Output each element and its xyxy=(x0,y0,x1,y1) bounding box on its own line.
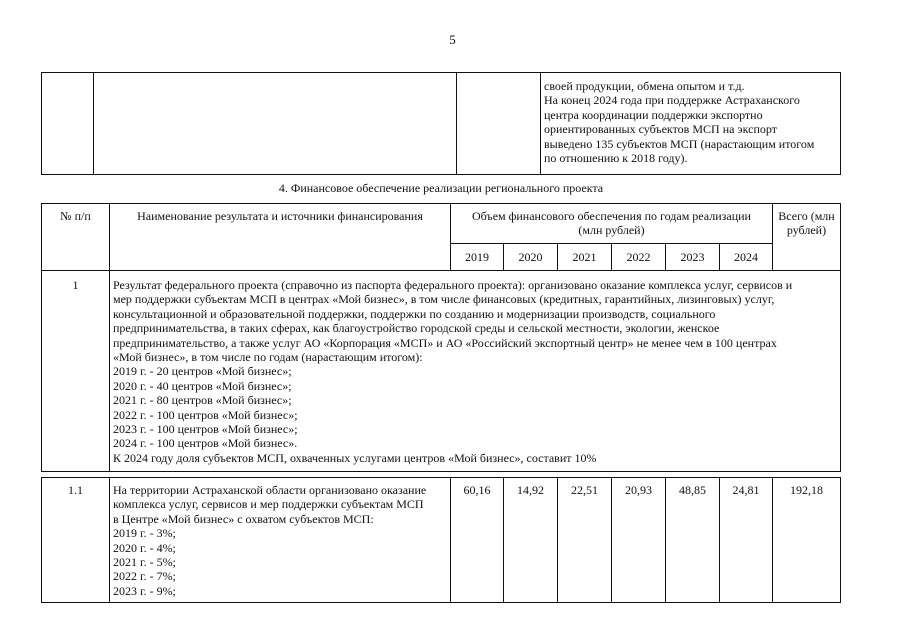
row11-value-2020: 14,92 xyxy=(517,483,544,497)
header-volume-line1: Объем финансового обеспечения по годам реализации xyxy=(472,209,751,223)
text-line: На территории Астраханской области организовано оказание xyxy=(113,483,427,497)
header-year-2023: 2023 xyxy=(680,250,705,264)
continuation-text xyxy=(544,79,838,165)
row1-num: 1 xyxy=(72,278,79,292)
header-total-line1: Всего (млн xyxy=(778,209,835,223)
text-line: мер поддержки субъектам МСП в центрах «Мой бизнес», в том числе финансовых (кредитных, гарантийных, лизинговых) услуг, xyxy=(113,292,775,307)
row11-value-2019: 60,16 xyxy=(463,483,491,497)
text-line: 2021 г. - 5%; xyxy=(113,555,176,570)
row11-text xyxy=(113,483,447,598)
header-year-2020: 2020 xyxy=(518,250,543,264)
header-year-2019: 2019 xyxy=(465,250,489,264)
text-line: своей продукции, обмена опытом и т.д. xyxy=(544,79,745,93)
header-volume-line2: (млн рублей) xyxy=(578,223,645,238)
text-line: предпринимательство, а также услуг АО «Корпорация «МСП» и АО «Российский экспортный центр» не менее чем в 100 центрах xyxy=(113,335,777,350)
header-year-2021: 2021 xyxy=(572,250,597,264)
text-line: Результат федерального проекта (справочно из паспорта федерального проекта): организовано оказание комплекса услуг, сервисов и xyxy=(113,278,793,292)
header-year-2022: 2022 xyxy=(626,250,651,264)
text-line: 2020 г. - 40 центров «Мой бизнес»; xyxy=(113,378,292,393)
row11-value-2022: 20,93 xyxy=(625,483,652,497)
text-line: по отношению к 2018 году). xyxy=(544,151,688,166)
header-num: № п/п xyxy=(60,209,91,223)
header-volume xyxy=(451,209,772,238)
text-line: 2022 г. - 100 центров «Мой бизнес»; xyxy=(113,407,298,422)
text-line: ориентированных субъектов МСП на экспорт xyxy=(544,122,777,137)
row11-total: 192,18 xyxy=(790,483,823,497)
text-line: предпринимательства, в таких сферах, как благоустройство городской среды и сельской местности, экологии, женское xyxy=(113,321,720,336)
row11-num: 1.1 xyxy=(68,483,83,497)
text-line: 2021 г. - 80 центров «Мой бизнес»; xyxy=(113,393,292,408)
text-line: 2022 г. - 7%; xyxy=(113,569,176,584)
text-line: 2023 г. - 9%; xyxy=(113,583,176,598)
header-year-2024: 2024 xyxy=(734,250,758,264)
row11-value-2024: 24,81 xyxy=(732,483,760,497)
text-line: 2024 г. - 100 центров «Мой бизнес». xyxy=(113,436,298,451)
section-title: 4. Финансовое обеспечение реализации регионального проекта xyxy=(278,181,604,195)
header-total-line2: рублей) xyxy=(786,223,827,238)
text-line: комплекса услуг, сервисов и мер поддержки субъектам МСП xyxy=(113,497,424,512)
text-line: 2019 г. - 3%; xyxy=(113,526,176,541)
text-line: 2020 г. - 4%; xyxy=(113,540,176,555)
row11-value-2023: 48,85 xyxy=(679,483,706,497)
text-line: 2023 г. - 100 центров «Мой бизнес»; xyxy=(113,422,298,437)
text-line: в Центре «Мой бизнес» с охватом субъектов МСП: xyxy=(113,511,374,526)
text-line: консультационной и образовательной поддержки, поддержки по созданию и модернизации производств, социального xyxy=(113,306,716,321)
header-total xyxy=(773,209,840,238)
text-line: На конец 2024 года при поддержке Астраханского xyxy=(544,93,800,108)
text-line: центра координации поддержки экспортно xyxy=(544,107,763,122)
text-line: выведено 135 субъектов МСП (нарастающим итогом xyxy=(544,136,815,151)
page-number: 5 xyxy=(449,32,456,47)
header-name: Наименование результата и источники финансирования xyxy=(137,209,423,223)
text-line: К 2024 году доля субъектов МСП, охваченных услугами центров «Мой бизнес», составит 10% xyxy=(113,450,597,465)
row11-value-2021: 22,51 xyxy=(571,483,598,497)
row1-text xyxy=(113,278,837,465)
text-line: 2019 г. - 20 центров «Мой бизнес»; xyxy=(113,364,292,379)
text-line: «Мой бизнес», в том числе по годам (нарастающим итогом): xyxy=(113,350,423,365)
